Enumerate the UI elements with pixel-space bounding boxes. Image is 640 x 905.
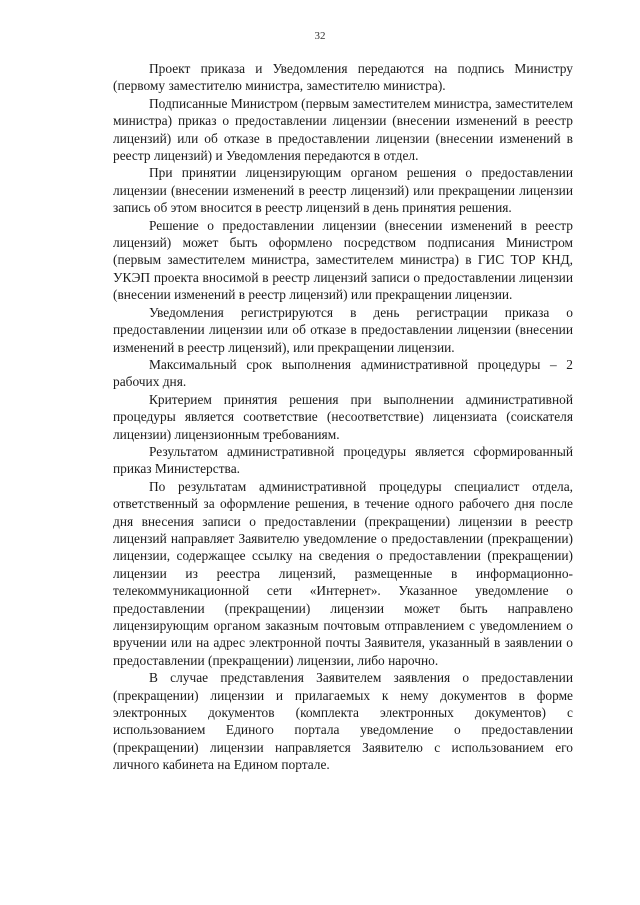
paragraph-signed-order: Подписанные Министром (первым заместителем министра, заместителем министра) приказ о предоставлении лицензии (внесении изменений в реестр лицензий) или об отказе в предоставлении лицензии (внесении изменений в реестр лицензий) и Уведомления передаются в отдел. — [113, 95, 573, 164]
paragraph-registry-entry: При принятии лицензирующим органом решения о предоставлении лицензии (внесении изменений в реестр лицензий) или прекращении лицензии запись об этом вносится в реестр лицензий в день принятия решения. — [113, 165, 573, 216]
paragraph-applicant-notification: По результатам административной процедуры специалист отдела, ответственный за оформление решения, в течение одного рабочего дня после дня внесения записи о предоставлении (прекращении) лицензии в реестр лицензий направляет Заявителю уведомление о предоставлении (прекращении) лицензии, содержащее ссылку на сведения о предоставлении (прекращении) лицензии из реестра лицензий, размещенные в информационно-телекоммуникационной сети «Интернет». Указанное уведомление о предоставлении (прекращении) лицензии может быть направлено лицензирующим органом заказным почтовым отправлением с уведомлением о вручении или на адрес электронной почты Заявителя, указанный в заявлении о предоставлении (прекращении) лицензии, либо нарочно. — [113, 478, 573, 668]
page-number: 32 — [314, 30, 326, 42]
paragraph-decision-formalization: Решение о предоставлении лицензии (внесении изменений в реестр лицензий) может быть оформлено посредством подписания Министром (первым заместителем министра, заместителем министра) в ГИС ТОР КНД, УКЭП проекта вносимой в реестр лицензий записи о предоставлении лицензии (внесении изменений в реестр лицензий) или прекращении лицензии. — [113, 217, 573, 303]
paragraph-electronic-submission: В случае представления Заявителем заявления о предоставлении (прекращении) лицензии и прилагаемых к нему документов в форме электронных документов (комплекта электронных документов) с использованием Единого портала уведомление о предоставлении (прекращении) лицензии направляется Заявителю с использованием его личного кабинета на Едином портале. — [113, 670, 573, 773]
paragraph-max-duration: Максимальный срок выполнения административной процедуры – 2 рабочих дня. — [113, 356, 573, 390]
paragraph-decision-criterion: Критерием принятия решения при выполнении административной процедуры является соответствие (несоответствие) лицензиата (соискателя лицензии) лицензионным требованиям. — [113, 391, 573, 442]
document-body — [113, 60, 573, 774]
paragraph-notification-registration: Уведомления регистрируются в день регистрации приказа о предоставлении лицензии или об отказе в предоставлении лицензии (внесении изменений в реестр лицензий), или прекращении лицензии. — [113, 304, 573, 355]
paragraph-procedure-result: Результатом административной процедуры является сформированный приказ Министерства. — [113, 443, 573, 477]
paragraph-signing-draft: Проект приказа и Уведомления передаются на подпись Министру (первому заместителю министра, заместителю министра). — [113, 61, 573, 94]
